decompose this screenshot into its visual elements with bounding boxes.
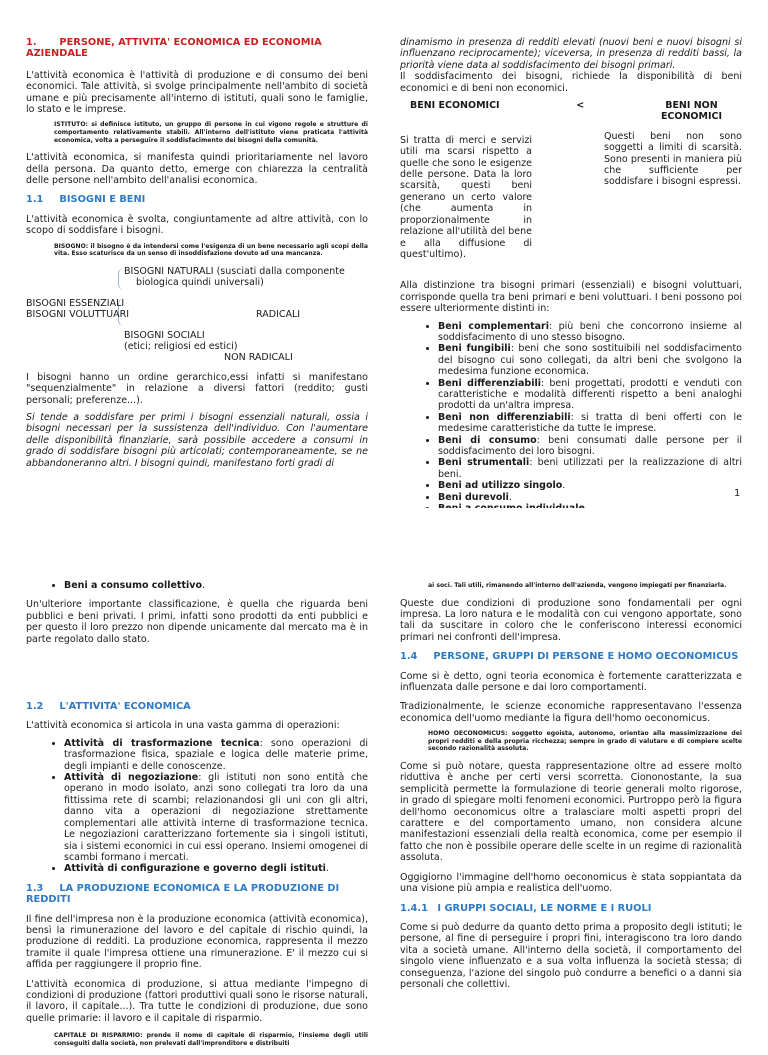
list-item: • Beni non differenziabili: si tratta di beni offerti con le medesime caratteristiche da tutte le imprese. (438, 412, 742, 435)
paragraph: dinamismo in presenza di redditi elevati (nuovi beni e nuovi bisogni si influenzano reciprocamente); viceversa, in presenza di redditi bassi, la priorità viene data al soddisfacimento dei bisogni primari. (400, 37, 742, 71)
page-gap (0, 508, 768, 578)
definition-bisogno: BISOGNO: il bisogno è da intendersi come l'esigenza di un bene necessario agli scopi della vita. Esso scaturisce da un senso di insoddisfazione dovuto ad una mancanza. (54, 242, 368, 258)
goods-comparison (400, 130, 742, 260)
paragraph: Come si può notare, questa rappresentazione oltre ad essere molto riduttiva è anche per certi versi scorretta. Ciononostante, la sua semplicità permette la formulazione di teorie generali molto rigorose, in grado di spiegare molti fenomeni economici. Purtroppo però la figura dell'homo oeconomicus oltre a tralasciare molti aspetti propri del carattere e del comportamento umano, non considera alcune manifestazioni essenziali della realtà economica, come per esempio il fatto che non è possibile operare delle scelte in un regime di razionalità assoluta. (400, 761, 742, 864)
goods-comparison-header (410, 100, 742, 123)
list-item: • Beni durevoli. (438, 492, 742, 503)
left-column (26, 580, 368, 1055)
definition-istituto: ISTITUTO: si definisce istituto, un gruppo di persone in cui vigono regole e strutture di comportamento relativamente stabili. All'interno dell'istituto viene praticata l'attività economica, volta a perseguire il soddisfacimento dei bisogni della comunità. (54, 121, 368, 144)
definition-capitale: CAPITALE DI RISPARMIO: prende il nome di capitale di risparmio, l'insieme degli utili conseguiti dalla società, non prelevati dall'imprenditore e distribuiti (54, 1032, 368, 1047)
page-number: 1 (734, 488, 741, 499)
tree-label: (etici; religiosi ed estici) (124, 340, 238, 352)
tree-label: BISOGNI ESSENZIALI (26, 297, 125, 309)
section-heading-1-4: 1.4 PERSONE, GRUPPI DI PERSONE E HOMO OECONOMICUS (400, 651, 739, 663)
beni-economici-text: Si tratta di merci e servizi utili ma scarsi rispetto a quelle che sono le esigenze delle persone. Data la loro scarsità, questi beni generano un certo valore (che aumenta in proporzionalmente in relazione all'utilità del bene e alla diffusione di quest'ultimo). (400, 134, 532, 260)
paragraph: Il soddisfacimento dei bisogni, richiede la disponibilità di beni economici e di beni non economici. (400, 71, 742, 94)
paragraph: Come si è detto, ogni teoria economica è fortemente caratterizzata e influenzata dalle persone e dai loro comportamenti. (400, 670, 742, 694)
section-heading-1-3: 1.3 LA PRODUZIONE ECONOMICA E LA PRODUZIONE DI REDDITI (26, 882, 340, 906)
right-column (400, 582, 742, 996)
left-column (26, 37, 368, 475)
tree-label: biologica quindi universali) (136, 276, 264, 288)
paragraph: I bisogni hanno un ordine gerarchico,essi infatti si manifestano "sequenzialmente" in relazione a diversi fattori (reddito; gusti personali; preferenze...). (26, 371, 368, 406)
paragraph: Alla distinzione tra bisogni primari (essenziali) e bisogni voluttuari, corrisponde quella tra beni primari e beni voluttuari. I beni possono poi essere ulteriormente distinti in: (400, 280, 742, 315)
list-item: • Beni a consumo collettivo. (64, 580, 368, 591)
paragraph: L'attività economica di produzione, si attua mediante l'impegno di condizioni di produzione (fattori produttivi quali sono le risorse naturali, il lavoro, il capitale...). Tra tutte le condizioni di produzione, due sono quelle primarie: il lavoro e il capitale di risparmio. (26, 978, 368, 1024)
paragraph: L'attività economica, si manifesta quindi prioritariamente nel lavoro della persona. Da quanto detto, emerge con chiarezza la centralità delle persone nell'ambito dell'analisi economica. (26, 152, 368, 187)
paragraph: Queste due condizioni di produzione sono fondamentali per ogni impresa. La loro natura e le modalità con cui vengono apportate, sono tali da suscitare in coloro che le conferiscono interessi economici primari nei confronti dell'impresa. (400, 597, 742, 643)
list-item: • Beni complementari: più beni che concorrono insieme al soddisfacimento di uno stesso bisogno. (438, 321, 742, 344)
definition-capitale-continued: ai soci. Tali utili, rimanendo all'interno dell'azienda, vengono impiegati per finanziarla. (428, 582, 727, 589)
list-item: • Beni di consumo: beni consumati dalle persone per il soddisfacimento dei loro bisogni. (438, 435, 742, 458)
beni-economici-label: BENI ECONOMICI (410, 100, 500, 112)
tree-label: NON RADICALI (224, 351, 293, 363)
list-item: • Beni fungibili: beni che sono sostituibili nel soddisfacimento del bisogno cui sono collegati, da altri beni che svolgono la medesima funzione economica. (438, 343, 742, 377)
paragraph: Tradizionalmente, le scienze economiche rappresentavano l'essenza economica dell'uomo mediante la figura dell'homo oeconomicus. (400, 701, 742, 724)
section-heading-1: 1. PERSONE, ATTIVITA' ECONOMICA ED ECONOMIA AZIENDALE (26, 37, 322, 60)
beni-non-economici-text: Questi beni non sono soggetti a limiti di scarsità. Sono presenti in maniera più che sufficiente per soddisfare i bisogni espressi. (604, 130, 742, 188)
list-item: • Beni differenziabili: beni progettati, prodotti e venduti con caratteristiche e modalità differenti rispetto a beni analoghi prodotti da un'altra impresa. (438, 378, 742, 412)
operations-list (26, 738, 368, 875)
section-heading-1-1: 1.1 BISOGNI E BENI (26, 194, 146, 206)
list-item: • Attività di configurazione e governo degli istituti. (64, 863, 368, 874)
paragraph: Un'ulteriore importante classificazione, è quella che riguarda beni pubblici e beni privati. I primi, infatti sono prodotti da enti pubblici e per questo il loro prezzo non dipende unicamente dal mercato ma è in parte regolato dallo stato. (26, 599, 368, 645)
paragraph: L'attività economica è l'attività di produzione e di consumo dei beni economici. Tale attività, si svolge principalmente nell'ambito di società umane e più precisamente all'interno di istituti, quali sono le famiglie, lo stato e le imprese. (26, 69, 368, 116)
section-heading-1-4-1: 1.4.1 I GRUPPI SOCIALI, LE NORME E I RUOLI (400, 902, 652, 914)
tree-label: RADICALI (256, 308, 301, 320)
less-than-symbol: < (576, 100, 585, 112)
beni-non-economici-label: BENI NON ECONOMICI (660, 100, 722, 123)
list-item: • Attività di negoziazione: gli istituti non sono entità che operano in modo isolato, anzi sono collegati tra loro da una fittissima rete di scambi; relazionandosi gli uni con gli altri, danno vita a operazioni di negoziazione strettamente complementari alle attività interne di trasformazione tecnica. Le negoziazioni caratterizzano fortemente sia i singoli istituti, sia i sistemi economici in cui essi operano. Insiemi omogenei di scambi formano i mercati. (64, 772, 368, 863)
document-page-1 (0, 0, 768, 508)
needs-diagram (26, 265, 368, 363)
list-item: • Attività di trasformazione tecnica: sono operazioni di trasformazione fisica, spaziale e logica delle materie prime, degli impianti e delle conoscenze. (64, 738, 368, 772)
tree-label: BISOGNI NATURALI (susciati dalla componente (124, 265, 345, 277)
list-item: • Beni strumentali: beni utilizzati per la realizzazione di altri beni. (438, 457, 742, 480)
tree-label: BISOGNI VOLUTTUARI (26, 308, 129, 320)
paragraph: Come si può dedurre da quanto detto prima a proposito degli istituti; le persone, al fine di perseguire i propri fini, interagiscono tra loro dando vita a società umane. All'interno della società, il comportamento del singolo viene influenzato e a sua volta influenza la società stessa; di conseguenza, l'azione del singolo può condurre a benefici o a danni sia personali che collettivi. (400, 921, 742, 990)
goods-list-continued (26, 580, 368, 591)
paragraph: Oggigiorno l'immagine dell'homo oeconomicus è stata soppiantata da una visione più ampia e realistica dell'uomo. (400, 871, 742, 895)
right-column (400, 37, 742, 520)
goods-list (400, 321, 742, 515)
paragraph: L'attività economica è svolta, congiuntamente ad altre attività, con lo scopo di soddisfare i bisogni. (26, 213, 368, 237)
list-item: • Beni ad utilizzo singolo. (438, 480, 742, 491)
document-page-2 (0, 578, 768, 1047)
paragraph: Il fine dell'impresa non è la produzione economica (attività economica), bensì la rimunerazione del lavoro e del capitale di rischio quindi, la produzione di redditi. La produzione economica, rappresenta il mezzo tramite il quale l'impresa ottiene una rimunerazione. E' il mezzo cui si affida per raggiungere il proprio fine. (26, 913, 368, 971)
paragraph: Si tende a soddisfare per primi i bisogni essenziali naturali, ossia i bisogni necessari per la sussistenza dell'individuo. Con l'aumentare delle disponibilità finanziarie, sarà possibile accedere a consumi in grado di soddisfare bisogni più articolati; contemporaneamente, se ne abbandoneranno altri. I bisogni quindi, manifestano forti gradi di (26, 412, 368, 469)
section-heading-1-2: 1.2 L'ATTIVITA' ECONOMICA (26, 701, 191, 713)
tree-label: BISOGNI SOCIALI (124, 329, 205, 341)
paragraph: L'attività economica si articola in una vasta gamma di operazioni: (26, 720, 340, 732)
definition-homo-oeconomicus: HOMO OECONOMICUS: soggetto egoista, autonomo, orientao alla massimizzazione dei propri redditi e della propria ricchezza; sempre in grado di valutare e di compiere scelte secondo razionalità assoluta. (428, 730, 742, 753)
